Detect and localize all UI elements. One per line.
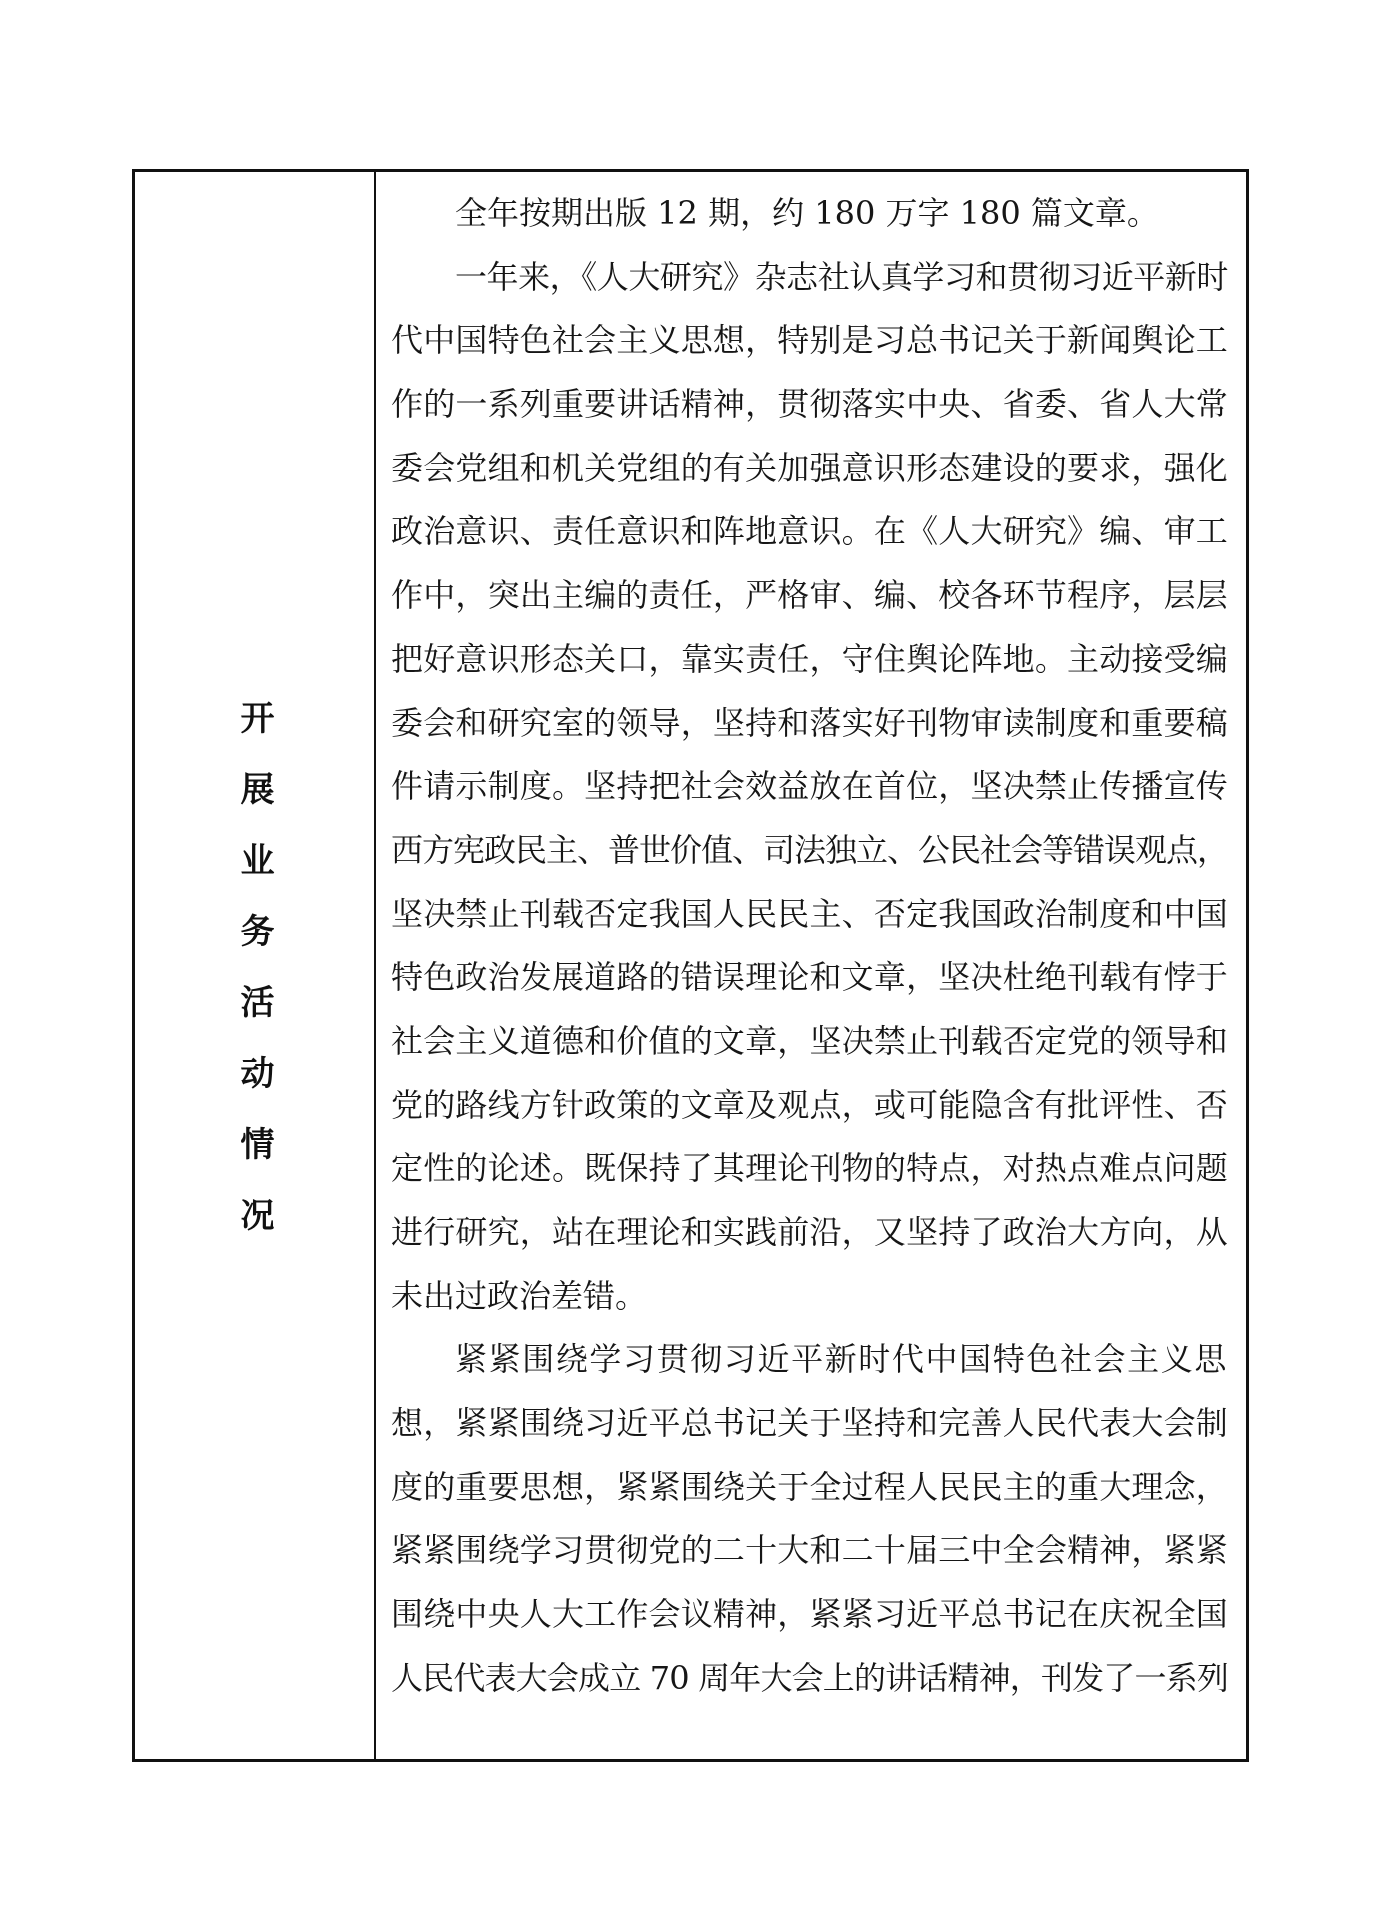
text-line: 作中，突出主编的责任，严格审、编、校各环节程序，层层 [391, 576, 1228, 615]
line-row [391, 1201, 1228, 1265]
text-line: 坚决禁止刊载否定我国人民民主、否定我国政治制度和中国 [391, 894, 1228, 933]
line-row [391, 1519, 1228, 1583]
text-line: 代中国特色社会主义思想，特别是习总书记关于新闻舆论工 [391, 321, 1228, 360]
line-row [391, 500, 1228, 564]
activity-table [132, 169, 1249, 1762]
text-line: 委会和研究室的领导，坚持和落实好刊物审读制度和重要稿 [391, 703, 1228, 742]
line-row [391, 182, 1228, 246]
text-line: 把好意识形态关口，靠实责任，守住舆论阵地。主动接受编 [391, 639, 1228, 678]
line-row [391, 1074, 1228, 1138]
text-line: 进行研究，站在理论和实践前沿，又坚持了政治大方向，从 [391, 1213, 1228, 1251]
text-line: 特色政治发展道路的错误理论和文章，坚决杜绝刊载有悖于 [391, 958, 1228, 997]
line-row [391, 1647, 1228, 1711]
paragraph [391, 1328, 1228, 1710]
text-line: 作的一系列重要讲话精神，贯彻落实中央、省委、省人大常 [391, 385, 1228, 424]
text-line: 度的重要思想，紧紧围绕关于全过程人民民主的重大理念， [391, 1467, 1228, 1506]
paragraph [391, 246, 1228, 1329]
line-row [391, 692, 1228, 756]
row-label: 开展业务活动情况 [234, 700, 274, 1268]
line-row [391, 309, 1228, 373]
row-label-cell [135, 172, 376, 1759]
line-row [391, 246, 1228, 310]
line-row [391, 373, 1228, 437]
text-line: 党的路线方针政策的文章及观点，或可能隐含有批评性、否 [391, 1085, 1228, 1124]
text-line: 紧紧围绕学习贯彻习近平新时代中国特色社会主义思 [455, 1340, 1228, 1379]
paragraph [391, 182, 1228, 246]
line-row [391, 1265, 1228, 1329]
text-line: 西方宪政民主、普世价值、司法独立、公民社会等错误观点， [391, 830, 1228, 869]
line-row [391, 1137, 1228, 1201]
text-line: 想，紧紧围绕习近平总书记关于坚持和完善人民代表大会制 [391, 1404, 1228, 1443]
text-line: 围绕中央人大工作会议精神，紧紧习近平总书记在庆祝全国 [391, 1595, 1228, 1634]
text-line: 紧紧围绕学习贯彻党的二十大和二十届三中全会精神，紧紧 [391, 1531, 1228, 1570]
text-line: 政治意识、责任意识和阵地意识。在《人大研究》编、审工 [391, 512, 1228, 551]
text-line: 全年按期出版 12 期，约 180 万字 180 篇文章。 [455, 194, 1159, 232]
text-line: 委会党组和机关党组的有关加强意识形态建设的要求，强化 [391, 448, 1228, 487]
line-row [391, 1392, 1228, 1456]
line-row [391, 564, 1228, 628]
line-row [391, 755, 1228, 819]
line-row [391, 628, 1228, 692]
text-line: 未出过政治差错。 [391, 1276, 648, 1315]
line-row [391, 1010, 1228, 1074]
line-row [391, 946, 1228, 1010]
text-line: 一年来，《人大研究》杂志社认真学习和贯彻习近平新时 [455, 257, 1228, 296]
line-row [391, 819, 1228, 883]
line-row [391, 437, 1228, 501]
line-row [391, 1583, 1228, 1647]
text-line: 定性的论述。既保持了其理论刊物的特点，对热点难点问题 [391, 1149, 1228, 1188]
text-line: 社会主义道德和价值的文章，坚决禁止刊载否定党的领导和 [391, 1021, 1228, 1060]
text-line: 件请示制度。坚持把社会效益放在首位，坚决禁止传播宣传 [391, 767, 1228, 806]
text-line: 人民代表大会成立 70 周年大会上的讲话精神，刊发了一系列 [391, 1658, 1228, 1697]
line-row [391, 1328, 1228, 1392]
line-row [391, 883, 1228, 947]
line-row [391, 1456, 1228, 1520]
row-content-cell [376, 172, 1246, 1759]
